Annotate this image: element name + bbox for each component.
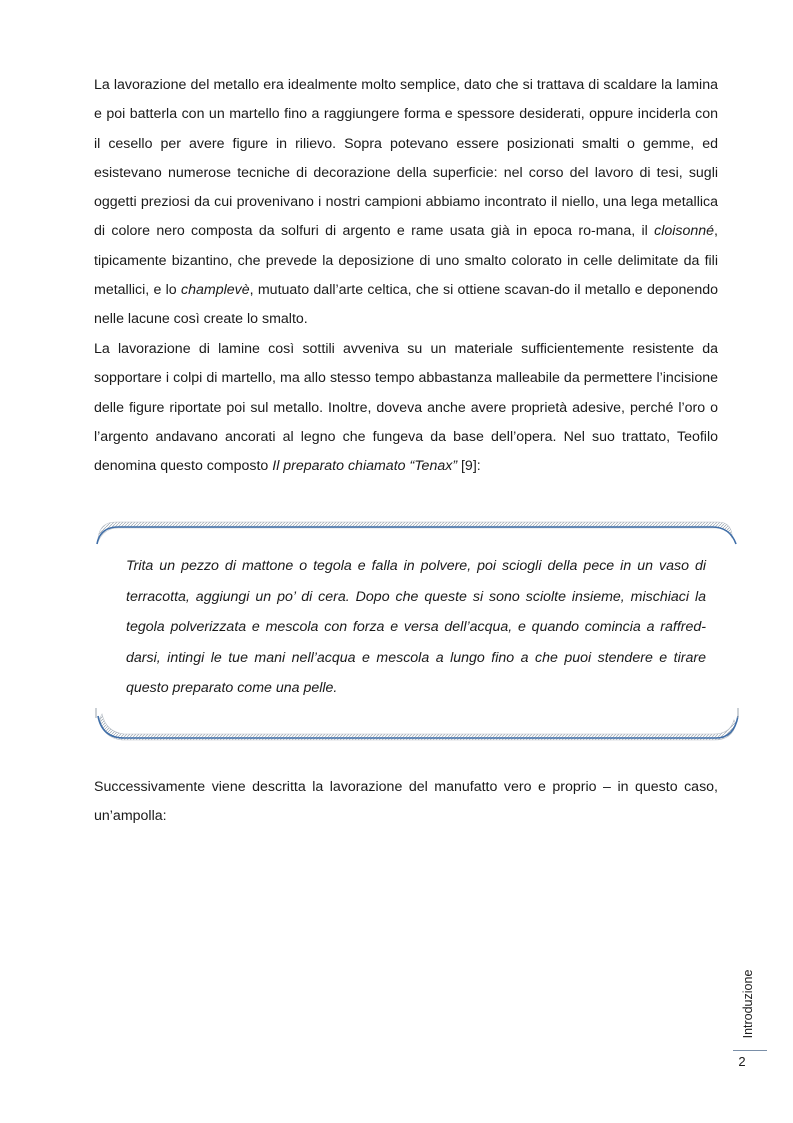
quote-frame (94, 518, 740, 746)
term-champleve: champlevè (181, 282, 250, 299)
paragraph-text: , tipicamente bizantino, che prevede la deposizione di uno smalto colorato in celle delimitate da fili metallici, e lo (94, 223, 718, 299)
section-label-text: Introduzione (741, 969, 755, 1039)
paragraph-text: , mutuato dall’arte celtica, che si ottiene scavan-do il metallo e deponendo nelle lacune così create lo smalto. (94, 282, 718, 328)
page-number: 2 (738, 1054, 746, 1069)
paragraph-text: La lavorazione del metallo era idealmente molto semplice, dato che si trattava di scaldare la lamina e poi batterla con un martello fino a raggiungere forma e spessore desiderati, oppure inciderla con il cesello per avere figure in rilievo. Sopra potevano essere posizionati smalti o gemme, ed esistevano numerose tecniche di decorazione della superficie: nel corso del lavoro di tesi, sugli oggetti preziosi da cui provenivano i nostri campioni abbiamo incontrato il niello, una lega metallica di colore nero composta da solfuri di argento e rame usata già in epoca ro-mana, il (94, 77, 718, 240)
paragraph-text: La lavorazione di lamine così sottili avveniva su un materiale sufficientemente resistente da sopportare i colpi di martello, ma allo stesso tempo abbastanza malleabile da permettere l’incisione delle figure riportate poi sul metallo. Inoltre, doveva anche avere proprietà adesive, perché l’oro o l’argento andavano ancorati al legno che fungeva da base dell’opera. Nel suo trattato, Teofilo denomina questo composto (94, 341, 718, 475)
paragraph-tenax (94, 335, 718, 481)
paragraph-ampolla: Successivamente viene descritta la lavorazione del manufatto vero e proprio – in questo caso, un’ampolla: (94, 779, 718, 825)
citation-reference: [9]: (457, 458, 481, 475)
term-cloisonne: cloisonné (654, 223, 715, 240)
footer-rule (733, 1050, 767, 1051)
section-label (734, 963, 762, 1045)
quote-text: Trita un pezzo di mattone o tegola e falla in polvere, poi sciogli della pece in un vaso di terracotta, aggiungi un po’ di cera. Dopo che queste si sono sciolte insieme, mischiaci la tegola polverizzata e mescola con forza e versa dell’acqua, e quando comincia a raffred-darsi, intingi le tue mani nell’acqua e mescola a lungo fino a che puoi stendere e tirare questo preparato come una pelle. (126, 558, 706, 696)
treatise-title: Il preparato chiamato “Tenax” (272, 458, 458, 475)
paragraph-metalwork (94, 71, 718, 335)
